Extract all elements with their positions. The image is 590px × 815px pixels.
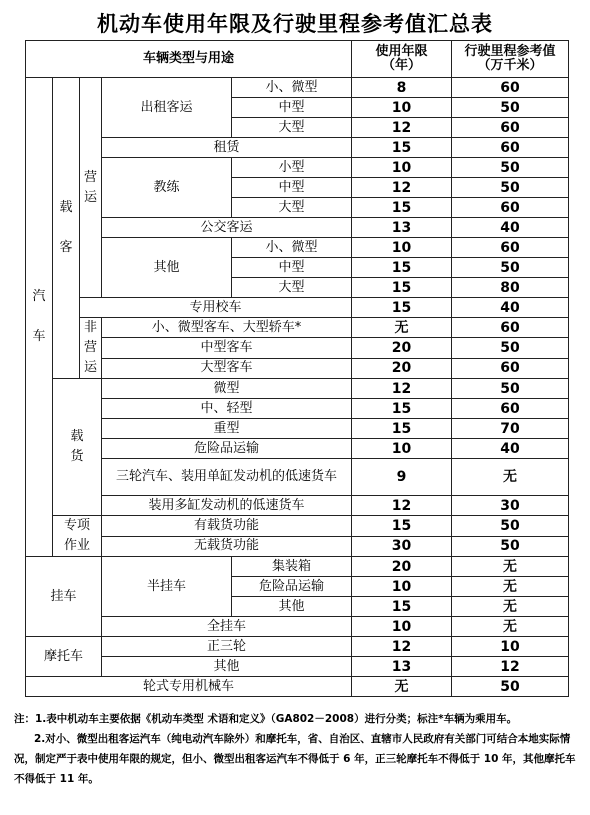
row-label: 小、微型 <box>232 238 352 258</box>
table-row <box>26 496 569 516</box>
km-value: 60 <box>452 399 569 419</box>
row-label: 全挂车 <box>102 617 352 637</box>
km-value: 12 <box>452 657 569 677</box>
years-value: 10 <box>352 238 452 258</box>
years-value: 无 <box>352 318 452 338</box>
row-label: 无载货功能 <box>102 536 352 557</box>
header-years: 使用年限 （年） <box>352 41 452 78</box>
table-row <box>26 557 569 577</box>
km-value: 60 <box>452 238 569 258</box>
years-value: 12 <box>352 637 452 657</box>
years-value: 20 <box>352 557 452 577</box>
km-value: 60 <box>452 138 569 158</box>
table-row <box>26 298 569 318</box>
notes <box>14 709 576 789</box>
table-row <box>26 677 569 697</box>
km-value: 60 <box>452 118 569 138</box>
note-2: 2.对小、微型出租客运汽车（纯电动汽车除外）和摩托车，省、自治区、直辖市人民政府有关部门可结合本地实际情况，制定严于表中使用年限的规定，但小、微型出租客运汽车不得低于 6 年，正三轮摩托车不得低于 10 年，其他摩托车不得低于 11 年。 <box>14 733 576 785</box>
row-label: 专用校车 <box>80 298 352 318</box>
years-value: 15 <box>352 419 452 439</box>
group-chuzu: 出租客运 <box>102 78 232 138</box>
row-label: 危险品运输 <box>232 577 352 597</box>
row-label: 小、微型客车、大型轿车* <box>102 318 352 338</box>
years-value: 12 <box>352 496 452 516</box>
years-value: 13 <box>352 657 452 677</box>
years-value: 15 <box>352 198 452 218</box>
row-label: 重型 <box>102 419 352 439</box>
km-value: 40 <box>452 439 569 459</box>
row-label: 中型 <box>232 98 352 118</box>
group-banguache: 半挂车 <box>102 557 232 617</box>
years-value: 12 <box>352 178 452 198</box>
km-value: 无 <box>452 557 569 577</box>
km-value: 60 <box>452 78 569 98</box>
table-row <box>26 516 569 537</box>
km-value: 10 <box>452 637 569 657</box>
years-value: 15 <box>352 516 452 537</box>
row-label: 微型 <box>102 379 352 399</box>
group-jiaolian: 教练 <box>102 158 232 218</box>
years-value: 30 <box>352 536 452 557</box>
row-label: 集装箱 <box>232 557 352 577</box>
years-value: 9 <box>352 459 452 496</box>
group-feiyingyun: 非 营 运 <box>80 318 102 379</box>
row-label: 有载货功能 <box>102 516 352 537</box>
row-label: 三轮汽车、装用单缸发动机的低速货车 <box>102 459 352 496</box>
note-1: 注：1.表中机动车主要依据《机动车类型 术语和定义》（GA802－2008）进行分类；标注*车辆为乘用车。 <box>14 713 518 725</box>
row-label: 中型 <box>232 258 352 278</box>
row-label: 大型 <box>232 198 352 218</box>
table-row <box>26 637 569 657</box>
years-value: 12 <box>352 118 452 138</box>
table-row <box>26 399 569 419</box>
row-label: 轮式专用机械车 <box>26 677 352 697</box>
group-zaike: 载 客 <box>53 78 80 379</box>
row-label: 小、微型 <box>232 78 352 98</box>
table-row <box>26 439 569 459</box>
km-value: 无 <box>452 617 569 637</box>
group-motuo: 摩托车 <box>26 637 102 677</box>
row-label: 装用多缸发动机的低速货车 <box>102 496 352 516</box>
years-value: 15 <box>352 399 452 419</box>
row-label: 中型 <box>232 178 352 198</box>
km-value: 50 <box>452 677 569 697</box>
group-qiche: 汽 车 <box>26 78 53 557</box>
row-label: 公交客运 <box>102 218 352 238</box>
table-row <box>26 78 569 98</box>
row-label: 危险品运输 <box>102 439 352 459</box>
km-value: 无 <box>452 577 569 597</box>
row-label: 大型 <box>232 118 352 138</box>
table-row <box>26 657 569 677</box>
table-row <box>26 617 569 637</box>
km-value: 30 <box>452 496 569 516</box>
years-value: 15 <box>352 298 452 318</box>
table-row <box>26 158 569 178</box>
group-zhuanxiang: 专项 作业 <box>53 516 102 557</box>
header-category: 车辆类型与用途 <box>26 41 352 78</box>
row-label: 中、轻型 <box>102 399 352 419</box>
table-row <box>26 318 569 338</box>
years-value: 10 <box>352 439 452 459</box>
km-value: 40 <box>452 298 569 318</box>
group-qita: 其他 <box>102 238 232 298</box>
years-value: 13 <box>352 218 452 238</box>
years-value: 15 <box>352 258 452 278</box>
years-value: 10 <box>352 577 452 597</box>
table-row <box>26 218 569 238</box>
years-value: 8 <box>352 78 452 98</box>
table-row <box>26 379 569 399</box>
km-value: 无 <box>452 459 569 496</box>
years-value: 15 <box>352 278 452 298</box>
years-value: 10 <box>352 617 452 637</box>
group-yingyun: 营 运 <box>80 78 102 298</box>
row-label: 大型 <box>232 278 352 298</box>
page-title: 机动车使用年限及行驶里程参考值汇总表 <box>97 12 493 36</box>
row-label: 小型 <box>232 158 352 178</box>
km-value: 50 <box>452 536 569 557</box>
years-value: 15 <box>352 597 452 617</box>
table-row <box>26 238 569 258</box>
row-label: 其他 <box>232 597 352 617</box>
table-row <box>26 419 569 439</box>
row-label: 租赁 <box>102 138 352 158</box>
years-value: 20 <box>352 358 452 378</box>
years-value: 10 <box>352 98 452 118</box>
km-value: 60 <box>452 198 569 218</box>
table-row <box>26 138 569 158</box>
km-value: 40 <box>452 218 569 238</box>
years-value: 12 <box>352 379 452 399</box>
group-zaihuo: 载 货 <box>53 379 102 516</box>
km-value: 50 <box>452 516 569 537</box>
years-value: 无 <box>352 677 452 697</box>
km-value: 50 <box>452 338 569 358</box>
table-row <box>26 536 569 557</box>
km-value: 60 <box>452 358 569 378</box>
km-value: 60 <box>452 318 569 338</box>
table-row <box>26 459 569 496</box>
km-value: 50 <box>452 178 569 198</box>
km-value: 50 <box>452 379 569 399</box>
row-label: 正三轮 <box>102 637 352 657</box>
header-km: 行驶里程参考值 （万千米） <box>452 41 569 78</box>
km-value: 无 <box>452 597 569 617</box>
km-value: 50 <box>452 158 569 178</box>
years-value: 15 <box>352 138 452 158</box>
km-value: 50 <box>452 98 569 118</box>
vehicle-table <box>25 40 569 697</box>
row-label: 中型客车 <box>102 338 352 358</box>
table-row <box>26 358 569 378</box>
km-value: 50 <box>452 258 569 278</box>
table-row <box>26 338 569 358</box>
years-value: 20 <box>352 338 452 358</box>
km-value: 70 <box>452 419 569 439</box>
km-value: 80 <box>452 278 569 298</box>
row-label: 其他 <box>102 657 352 677</box>
header-row <box>26 41 569 78</box>
years-value: 10 <box>352 158 452 178</box>
group-guache: 挂车 <box>26 557 102 637</box>
row-label: 大型客车 <box>102 358 352 378</box>
